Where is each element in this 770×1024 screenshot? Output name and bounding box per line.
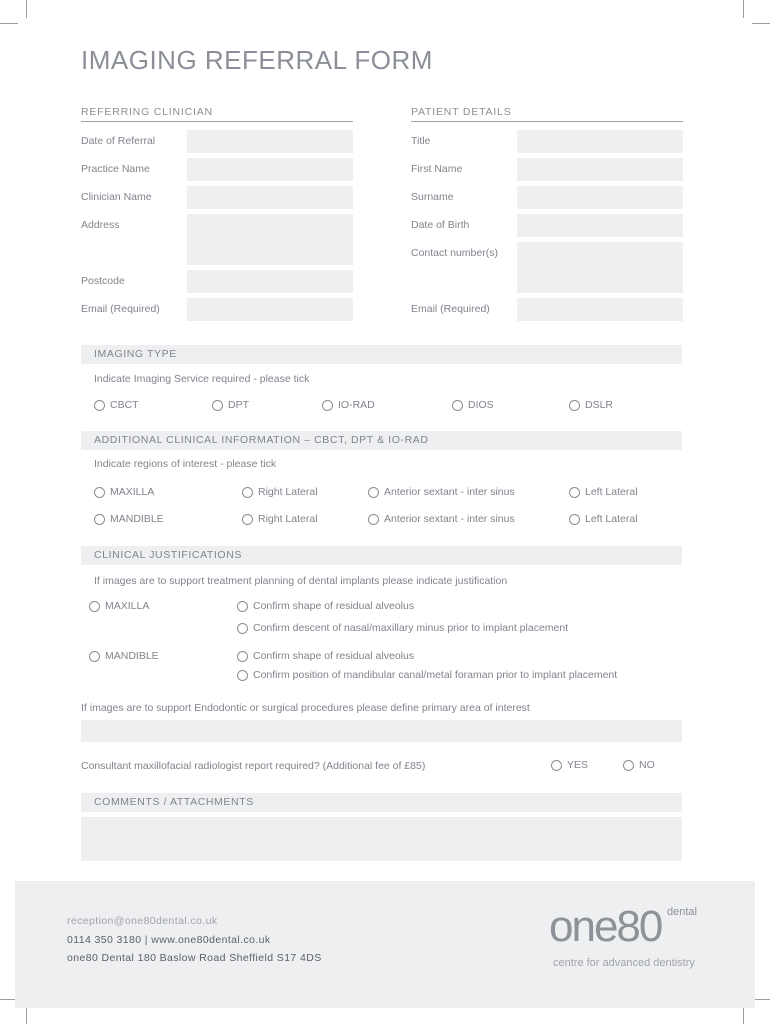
footer-email[interactable]: reception@one80dental.co.uk [67,915,218,927]
crop-mark [743,0,744,18]
radio-icon[interactable] [569,400,580,411]
option-label: Left Lateral [585,486,638,498]
imaging-type-heading: IMAGING TYPE [94,348,177,360]
form-title: IMAGING REFERRAL FORM [81,45,433,75]
clinical-justifications-heading: CLINICAL JUSTIFICATIONS [94,549,242,561]
radio-icon[interactable] [94,487,105,498]
endodontic-hint: If images are to support Endodontic or surgical procedures please define primary area of interest [81,702,530,714]
option-label: CBCT [110,399,139,411]
clinician-name-label: Clinician Name [81,191,152,203]
footer-address: one80 Dental 180 Baslow Road Sheffield S17 4DS [67,952,322,964]
radio-icon[interactable] [569,514,580,525]
option-maxilla-left-lateral[interactable] [569,486,638,498]
radio-icon[interactable] [237,670,248,681]
first-name-field[interactable] [517,158,683,181]
option-label: Confirm position of mandibular canal/metal foraman prior to implant placement [253,669,618,681]
option-label: NO [639,759,655,771]
option-dpt[interactable] [212,399,249,411]
option-label: IO-RAD [338,399,375,411]
option-label: Confirm descent of nasal/maxillary minus prior to implant placement [253,622,569,634]
radio-icon[interactable] [89,601,100,612]
date-of-birth-field[interactable] [517,214,683,237]
clinical-justifications-hint: If images are to support treatment planning of dental implants please indicate justification [94,575,508,587]
option-justification-maxilla[interactable] [89,600,149,612]
title-label: Title [411,135,431,147]
contact-number-label: Contact number(s) [411,247,498,259]
option-label: DIOS [468,399,494,411]
option-maxilla-nasal-descent[interactable] [237,622,568,634]
option-label: Right Lateral [258,486,318,498]
option-dslr[interactable] [569,399,613,411]
option-mandible-residual-alveolus[interactable] [237,650,414,662]
consultant-question: Consultant maxillofacial radiologist report required? (Additional fee of £85) [81,760,426,772]
radio-icon[interactable] [94,400,105,411]
option-io-rad[interactable] [322,399,375,411]
option-mandible-right-lateral[interactable] [242,513,318,525]
additional-info-band [81,431,682,450]
option-maxilla-residual-alveolus[interactable] [237,600,414,612]
crop-mark [0,23,18,24]
clinician-email-label: Email (Required) [81,303,160,315]
additional-info-heading: ADDITIONAL CLINICAL INFORMATION – CBCT, DPT & IO-RAD [94,434,429,446]
radio-icon[interactable] [551,760,562,771]
crop-mark [743,1006,744,1024]
logo-tagline: centre for advanced dentistry [553,957,695,969]
option-label: MANDIBLE [110,513,164,525]
clinician-email-field[interactable] [187,298,353,321]
postcode-field[interactable] [187,270,353,293]
radio-icon[interactable] [212,400,223,411]
surname-label: Surname [411,191,454,203]
radio-icon[interactable] [242,487,253,498]
option-label: Anterior sextant - inter sinus [384,513,515,525]
radio-icon[interactable] [237,623,248,634]
address-label: Address [81,219,120,231]
endodontic-area-field[interactable] [81,720,682,742]
crop-mark [26,0,27,18]
option-label: Left Lateral [585,513,638,525]
comments-field[interactable] [81,817,682,861]
option-yes[interactable] [551,759,588,771]
option-cbct[interactable] [94,399,139,411]
option-label: YES [567,759,589,771]
logo-wordmark: one80 [549,902,662,951]
comments-heading: COMMENTS / ATTACHMENTS [94,796,254,808]
option-label: MAXILLA [105,600,150,612]
clinician-name-field[interactable] [187,186,353,209]
option-mandible-canal-position[interactable] [237,669,617,681]
radio-icon[interactable] [89,651,100,662]
practice-name-field[interactable] [187,158,353,181]
option-label: Anterior sextant - inter sinus [384,486,515,498]
crop-mark [26,1006,27,1024]
crop-mark [752,23,770,24]
first-name-label: First Name [411,163,463,175]
footer-phone-web: 0114 350 3180 | www.one80dental.co.uk [67,934,271,946]
contact-number-field[interactable] [517,242,683,293]
option-dios[interactable] [452,399,494,411]
divider [411,121,683,122]
radio-icon[interactable] [368,514,379,525]
option-label: MANDIBLE [105,650,159,662]
address-field[interactable] [187,214,353,265]
practice-name-label: Practice Name [81,163,150,175]
clinical-justifications-band [81,546,682,565]
option-label: Right Lateral [258,513,318,525]
option-mandible-left-lateral[interactable] [569,513,638,525]
radio-icon[interactable] [94,514,105,525]
imaging-type-hint: Indicate Imaging Service required - please tick [94,373,310,385]
radio-icon[interactable] [237,651,248,662]
radio-icon[interactable] [237,601,248,612]
postcode-label: Postcode [81,275,125,287]
date-of-referral-label: Date of Referral [81,135,156,147]
option-maxilla-right-lateral[interactable] [242,486,318,498]
radio-icon[interactable] [242,514,253,525]
divider [81,121,353,122]
radio-icon[interactable] [569,487,580,498]
patient-email-field[interactable] [517,298,683,321]
option-label: Confirm shape of residual alveolus [253,650,415,662]
referring-clinician-heading: REFERRING CLINICIAN [81,106,213,118]
option-no[interactable] [623,759,655,771]
radio-icon[interactable] [452,400,463,411]
option-maxilla[interactable] [94,486,154,498]
radio-icon[interactable] [322,400,333,411]
additional-info-hint: Indicate regions of interest - please tick [94,458,277,470]
logo-dental-text: dental [667,906,697,918]
option-mandible[interactable] [94,513,164,525]
comments-band [81,793,682,812]
surname-field[interactable] [517,186,683,209]
option-label: DSLR [585,399,614,411]
patient-details-heading: PATIENT DETAILS [411,106,512,118]
option-label: MAXILLA [110,486,155,498]
date-of-referral-field[interactable] [187,130,353,153]
date-of-birth-label: Date of Birth [411,219,470,231]
imaging-type-band [81,345,682,364]
option-mandible-anterior-sextant[interactable] [368,513,515,525]
patient-email-label: Email (Required) [411,303,490,315]
option-maxilla-anterior-sextant[interactable] [368,486,515,498]
radio-icon[interactable] [623,760,634,771]
title-field[interactable] [517,130,683,153]
radio-icon[interactable] [368,487,379,498]
option-justification-mandible[interactable] [89,650,159,662]
option-label: DPT [228,399,249,411]
option-label: Confirm shape of residual alveolus [253,600,415,612]
